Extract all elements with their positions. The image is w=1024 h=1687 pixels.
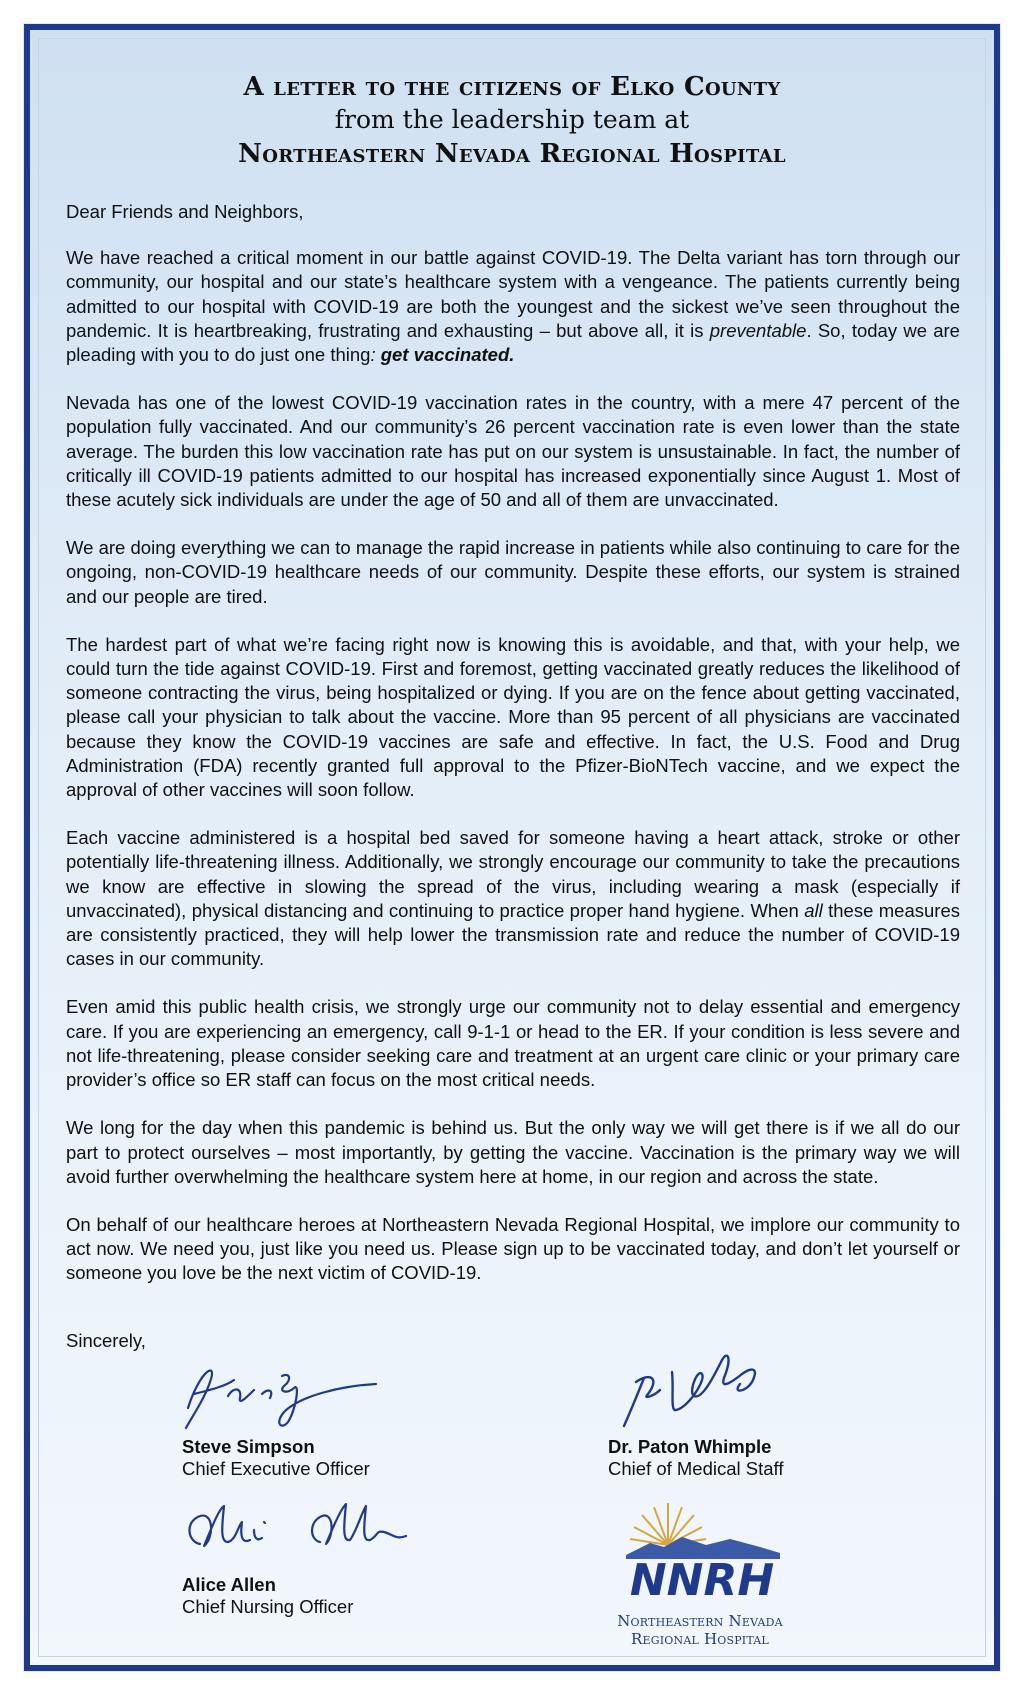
signer-name: Dr. Paton Whimple xyxy=(608,1436,772,1457)
paragraph-6: Even amid this public health crisis, we strongly urge our community not to delay essential and emergency care. If you are experiencing an emergency, call 9-1-1 or head to the ER. If your condition is less severe and not life-threatening, please consider seeking care and treatment at an urgent care clinic or your primary care provider’s office so ER staff can focus on the most critical needs. xyxy=(66,996,960,1091)
signature-steve-simpson xyxy=(170,1350,390,1440)
heading-line-3: Northeastern Nevada Regional Hospital xyxy=(238,139,786,169)
logo-acronym: NNRH xyxy=(629,1555,775,1606)
paragraph-5-emphasis: all xyxy=(804,899,823,921)
paragraph-4: The hardest part of what we’re facing right now is knowing this is avoidable, and that, with your help, we could turn the tide against COVID-19. First and foremost, getting vaccinated greatly reduces the likelihood of someone contracting the virus, being hospitalized or dying. If you are on the fence about getting vaccinated, please call your physician to talk about the vaccine. More than 95 percent of all physicians are vaccinated because they know the COVID-19 vaccines are safe and effective. In fact, the U.S. Food and Drug Administration (FDA) recently granted full approval to the Pfizer-BioNTech vaccine, and we expect the approval of other vaccines will soon follow. xyxy=(66,633,960,801)
salutation: Dear Friends and Neighbors, xyxy=(66,201,304,222)
signature-paton-whimple xyxy=(610,1338,790,1438)
paragraph-1-emphasis: preventable xyxy=(709,319,807,341)
paragraph-2: Nevada has one of the lowest COVID-19 vaccination rates in the country, with a mere 47 percent of the population fully vaccinated. And our community’s 26 percent vaccination rate is even lower than the state average. The burden this low vaccination rate has put on our system is unsustainable. In fact, the number of critically ill COVID-19 patients admitted to our hospital has increased exponentially since August 1. Most of these acutely sick individuals are under the age of 50 and all of them are unvaccinated. xyxy=(66,392,960,511)
logo-name-line-1: Northeastern Nevada xyxy=(617,1612,783,1630)
heading-line-1: A letter to the citizens of Elko County xyxy=(243,72,781,102)
logo-name-line-2: Regional Hospital xyxy=(631,1630,769,1648)
signer-2 xyxy=(608,1436,784,1480)
paragraph-1 xyxy=(66,246,960,367)
signer-name: Alice Allen xyxy=(182,1574,276,1595)
signer-title: Chief Executive Officer xyxy=(182,1458,370,1479)
paragraph-1-text-b: . So, today we are pleading with you to do just one thing xyxy=(66,319,960,366)
signer-name: Steve Simpson xyxy=(182,1436,315,1457)
paragraph-5-text-b: these measures are consistently practiced, they will help lower the transmission rate and reduce the number of COVID-19 cases in our community. xyxy=(66,899,961,970)
heading-line-2: from the leadership team at xyxy=(334,105,690,134)
letter-body xyxy=(66,200,960,1310)
signer-title: Chief of Medical Staff xyxy=(608,1458,784,1479)
paragraph-7: We long for the day when this pandemic is behind us. But the only way we will get there is if we all do our part to protect ourselves – most importantly, by getting the vaccine. Vaccination is the primary way we will avoid further overwhelming the healthcare system here at home, in our region and across the state. xyxy=(66,1117,960,1187)
paragraph-1-text-a: We have reached a critical moment in our battle against COVID-19. The Delta variant has torn through our community, our hospital and our state’s healthcare system with a vengeance. The patients currently being admitted to our hospital with COVID-19 are both the youngest and the sickest we’ve seen throughout the pandemic. It is heartbreaking, frustrating and exhausting – but above all, it is xyxy=(66,247,960,341)
logo-mark-icon xyxy=(620,1497,790,1607)
signer-3 xyxy=(182,1574,353,1618)
paragraph-5-text-a: Each vaccine administered is a hospital bed saved for someone having a heart attack, stroke or other potentially life-threatening illness. Additionally, we strongly encourage our community to take the precautions we know are effective in slowing the spread of the virus, including wearing a mask (especially if unvaccinated), physical distancing and continuing to practice proper hand hygiene. When xyxy=(66,827,960,921)
closing: Sincerely, xyxy=(66,1330,146,1351)
paragraph-8: On behalf of our healthcare heroes at Northeastern Nevada Regional Hospital, we implore our community to act now. We need you, just like you need us. Please sign up to be vaccinated today, and don’t let yourself or someone you love be the next victim of COVID-19. xyxy=(66,1213,960,1284)
paragraph-1-strong: get vaccinated. xyxy=(380,344,515,366)
letter-heading xyxy=(30,70,994,172)
paragraph-5 xyxy=(66,826,960,971)
letter-frame xyxy=(24,24,1000,1671)
signature-alice-allen xyxy=(170,1492,410,1572)
paragraph-1-colon: : xyxy=(370,344,381,366)
hospital-logo xyxy=(600,1497,840,1647)
signer-1 xyxy=(182,1436,370,1480)
paragraph-3: We are doing everything we can to manage the rapid increase in patients while also continuing to care for the ongoing, non-COVID-19 healthcare needs of our community. Despite these efforts, our system is strained and our people are tired. xyxy=(66,537,960,607)
signer-title: Chief Nursing Officer xyxy=(182,1596,354,1617)
